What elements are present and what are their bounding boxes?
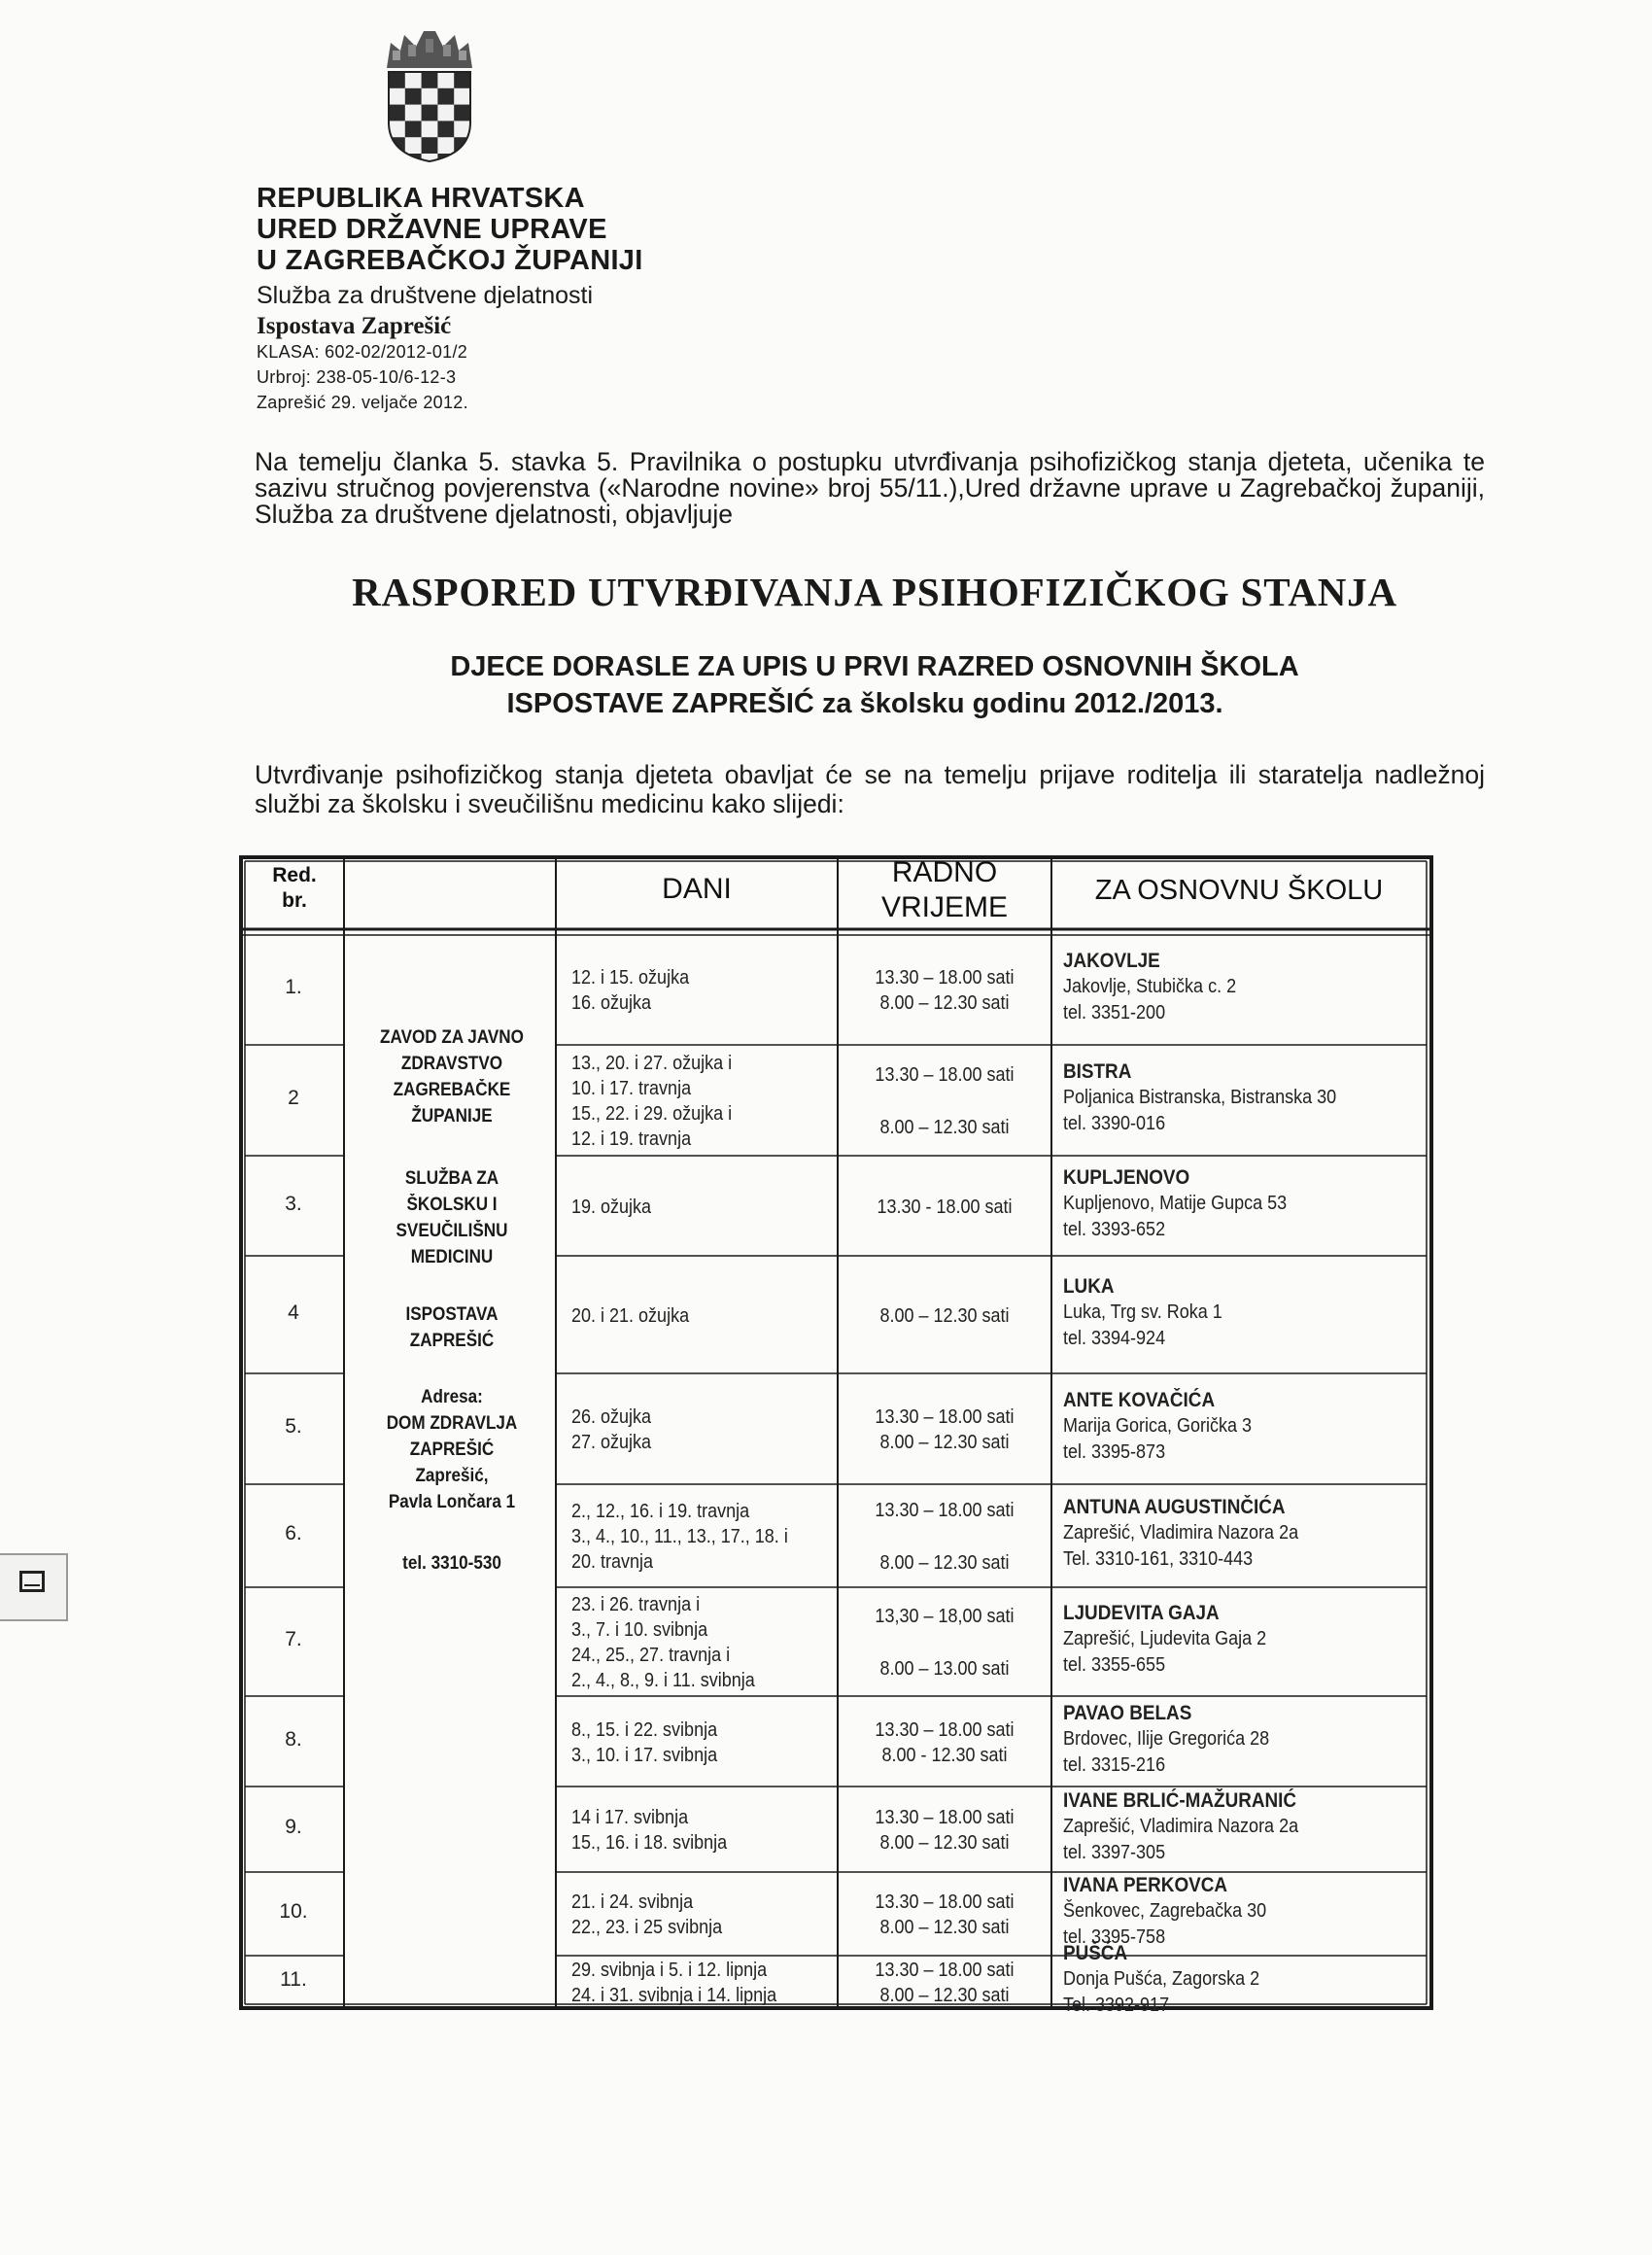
intro-paragraph: Na temelju članka 5. stavka 5. Pravilnika o postupku utvrđivanja psihofizičkog stanja djeteta, učenika te sazivu stručnog povjerenstva («Narodne novine» broj 55/11.),Ured državne uprave u Zagrebačkoj županiji, Služba za društvene djelatnosti, objavljuje <box>255 447 1485 529</box>
school-name: LJUDEVITA GAJA <box>1063 1602 1220 1624</box>
days-line: 20. travnja <box>571 1551 654 1573</box>
hours-line: 13.30 – 18.00 sati <box>875 1064 1015 1086</box>
school-name: JAKOVLJE <box>1063 949 1160 972</box>
row-number: 5. <box>285 1415 302 1438</box>
hours-line: 13.30 – 18.00 sati <box>875 1406 1015 1428</box>
days-line: 10. i 17. travnja <box>571 1078 692 1099</box>
days-line: 29. svibnja i 5. i 12. lipnja <box>571 1959 768 1981</box>
school-name: LUKA <box>1063 1274 1115 1298</box>
days-line: 2., 12., 16. i 19. travnja <box>571 1501 750 1522</box>
hours-line: 8.00 – 12.30 sati <box>879 1984 1010 2006</box>
organization-line: ZAPREŠIĆ <box>409 1331 495 1351</box>
school-phone: tel. 3315-216 <box>1063 1753 1166 1776</box>
school-name: KUPLJENOVO <box>1063 1165 1190 1189</box>
organization-line: Zaprešić, <box>415 1466 489 1486</box>
school-phone: tel. 3393-652 <box>1063 1218 1166 1240</box>
school-phone: tel. 3351-200 <box>1063 1001 1166 1023</box>
crest-square <box>405 121 422 137</box>
header-service: Služba za društvene djelatnosti <box>257 282 594 309</box>
organization-line: ŠKOLSKU I <box>406 1195 498 1215</box>
organization-line: SLUŽBA ZA <box>404 1168 499 1189</box>
row-number: 8. <box>285 1727 302 1751</box>
organization-line: ZAVOD ZA JAVNO <box>380 1027 524 1048</box>
days-line: 24., 25., 27. travnja i <box>571 1645 731 1666</box>
header-red-br <box>245 863 344 914</box>
hours-line: 8.00 – 12.30 sati <box>879 991 1010 1014</box>
hours-line: 8.00 – 12.30 sati <box>879 1917 1010 1938</box>
school-address: Zaprešić, Vladimira Nazora 2a <box>1063 1522 1299 1544</box>
hours-line: 8.00 – 12.30 sati <box>879 1304 1010 1327</box>
hours-line: 13.30 – 18.00 sati <box>875 1807 1015 1828</box>
days-line: 23. i 26. travnja i <box>571 1594 701 1615</box>
days-line: 3., 10. i 17. svibnja <box>571 1744 718 1766</box>
header-office: URED DRŽAVNE UPRAVE <box>257 214 607 245</box>
header-br-label: br. <box>282 889 307 912</box>
hours-line: 13.30 – 18.00 sati <box>875 1891 1015 1913</box>
school-name: BISTRA <box>1063 1060 1132 1083</box>
days-line: 3., 7. i 10. svibnja <box>571 1619 708 1641</box>
window-icon <box>19 1571 45 1592</box>
crest-square <box>437 121 454 137</box>
header-county: U ZAGREBAČKOJ ŽUPANIJI <box>257 245 643 276</box>
school-name: IVANE BRLIĆ-MAŽURANIĆ <box>1063 1789 1297 1812</box>
crest-square <box>437 88 454 105</box>
hours-line: 8.00 - 12.30 sati <box>881 1744 1008 1766</box>
school-address: Zaprešić, Ljudevita Gaja 2 <box>1063 1628 1267 1649</box>
header-republic: REPUBLIKA HRVATSKA <box>257 183 585 214</box>
organization-line: ZAGREBAČKE <box>393 1080 511 1100</box>
organization-line: Pavla Lončara 1 <box>388 1492 516 1512</box>
days-line: 12. i 19. travnja <box>571 1128 692 1150</box>
row-number: 2 <box>288 1087 299 1109</box>
document-title: RASPORED UTVRĐIVANJA PSIHOFIZIČKOG STANJA <box>352 570 1397 614</box>
days-line: 3., 4., 10., 11., 13., 17., 18. i <box>571 1526 788 1547</box>
row-number: 3. <box>285 1192 302 1215</box>
organization-line: tel. 3310-530 <box>402 1553 501 1574</box>
hours-line: 8.00 – 12.30 sati <box>879 1552 1010 1574</box>
school-name: ANTUNA AUGUSTINČIĆA <box>1063 1496 1286 1518</box>
organization-line: MEDICINU <box>410 1247 494 1267</box>
header-za-osnovnu-skolu: ZA OSNOVNU ŠKOLU <box>1094 875 1384 906</box>
school-phone: tel. 3390-016 <box>1063 1113 1166 1134</box>
crest-square <box>389 105 405 121</box>
hours-line: 13.30 – 18.00 sati <box>875 1959 1015 1981</box>
header-red-label: Red. <box>272 864 317 886</box>
organization-line: SVEUČILIŠNU <box>396 1221 508 1241</box>
days-line: 15., 16. i 18. svibnja <box>571 1832 728 1854</box>
school-address: Luka, Trg sv. Roka 1 <box>1063 1301 1222 1323</box>
hours-line: 8.00 – 13.00 sati <box>879 1658 1010 1680</box>
days-line: 20. i 21. ožujka <box>571 1304 690 1327</box>
school-phone: Tel. 3392-917 <box>1063 1994 1170 2016</box>
crest-square <box>454 105 470 121</box>
row-number: 10. <box>279 1900 308 1923</box>
school-address: Zaprešić, Vladimira Nazora 2a <box>1063 1816 1299 1837</box>
days-line: 16. ožujka <box>571 991 652 1014</box>
header-vrijeme-label: VRIJEME <box>880 891 1009 923</box>
organization-line: ZDRAVSTVO <box>400 1054 503 1074</box>
school-address: Šenkovec, Zagrebačka 30 <box>1063 1900 1267 1922</box>
subtitle-line2: ISPOSTAVE ZAPREŠIĆ za školsku godinu 2012./2013. <box>506 688 1223 719</box>
days-line: 27. ožujka <box>571 1432 652 1453</box>
school-address: Poljanica Bistranska, Bistranska 30 <box>1063 1087 1337 1108</box>
row-number: 4 <box>288 1301 299 1324</box>
croatian-coat-of-arms <box>381 29 478 163</box>
document-date: Zaprešić 29. veljače 2012. <box>257 393 468 412</box>
crest-square <box>422 105 438 121</box>
crest-square <box>422 72 438 88</box>
days-line: 24. i 31. svibnja i 14. lipnja <box>571 1984 777 2006</box>
school-phone: tel. 3355-655 <box>1063 1654 1166 1676</box>
crest-square <box>405 88 422 105</box>
procedure-paragraph: Utvrđivanje psihofizičkog stanja djeteta obavljat će se na temelju prijave roditelja ili staratelja nadležnoj službi za školsku i sveučilišnu medicinu kako slijedi: <box>255 760 1485 818</box>
school-name: PUŠĆA <box>1063 1941 1128 1964</box>
hours-line: 8.00 – 12.30 sati <box>879 1832 1010 1854</box>
organization-line: Adresa: <box>421 1387 483 1407</box>
days-line: 8., 15. i 22. svibnja <box>571 1718 718 1741</box>
organization-line: ISPOSTAVA <box>405 1304 499 1325</box>
days-line: 15., 22. i 29. ožujka i <box>571 1103 733 1125</box>
school-phone: Tel. 3310-161, 3310-443 <box>1063 1548 1254 1570</box>
hours-line: 13,30 – 18,00 sati <box>875 1606 1015 1627</box>
days-line: 12. i 15. ožujka <box>571 966 690 989</box>
subtitle-line1: DJECE DORASLE ZA UPIS U PRVI RAZRED OSNOVNIH ŠKOLA <box>450 651 1299 682</box>
row-number: 1. <box>285 975 302 998</box>
school-name: IVANA PERKOVCA <box>1063 1874 1228 1896</box>
school-phone: tel. 3397-305 <box>1063 1842 1166 1863</box>
school-address: Jakovlje, Stubička c. 2 <box>1063 975 1237 997</box>
row-number: 7. <box>285 1628 302 1650</box>
days-line: 21. i 24. svibnja <box>571 1891 694 1913</box>
header-radno-vrijeme <box>838 855 1051 925</box>
hours-line: 8.00 – 12.30 sati <box>879 1432 1010 1453</box>
row-number: 6. <box>285 1522 302 1544</box>
header-dani: DANI <box>662 873 732 905</box>
row-number: 11. <box>280 1967 307 1991</box>
school-name: ANTE KOVAČIĆA <box>1063 1389 1216 1411</box>
organization-line: ZAPREŠIĆ <box>409 1440 495 1460</box>
days-line: 14 i 17. svibnja <box>571 1807 689 1828</box>
school-phone: tel. 3395-758 <box>1063 1926 1166 1948</box>
header-radno-label: RADNO <box>891 856 998 888</box>
header-branch: Ispostava Zaprešić <box>257 313 452 339</box>
days-line: 13., 20. i 27. ožujka i <box>571 1053 733 1074</box>
hours-line: 13.30 – 18.00 sati <box>875 966 1015 989</box>
days-line: 22., 23. i 25 svibnja <box>571 1917 723 1938</box>
klasa: KLASA: 602-02/2012-01/2 <box>257 342 468 362</box>
school-address: Donja Pušća, Zagorska 2 <box>1063 1967 1260 1990</box>
organization-line: ŽUPANIJE <box>411 1106 493 1127</box>
days-line: 2., 4., 8., 9. i 11. svibnja <box>571 1670 755 1691</box>
school-address: Kupljenovo, Matije Gupca 53 <box>1063 1192 1288 1214</box>
urbroj: Urbroj: 238-05-10/6-12-3 <box>257 367 457 387</box>
hours-line: 13.30 – 18.00 sati <box>875 1500 1015 1521</box>
hours-line: 13.30 – 18.00 sati <box>875 1718 1015 1741</box>
hours-line: 13.30 - 18.00 sati <box>877 1196 1013 1218</box>
school-address: Brdovec, Ilije Gregorića 28 <box>1063 1727 1270 1750</box>
crest-square <box>389 72 405 88</box>
school-phone: tel. 3394-924 <box>1063 1327 1166 1349</box>
organization-line: DOM ZDRAVLJA <box>386 1413 518 1434</box>
school-address: Marija Gorica, Gorička 3 <box>1063 1415 1253 1437</box>
crest-square <box>454 72 470 88</box>
crest-square <box>422 137 438 154</box>
days-line: 26. ožujka <box>571 1406 652 1428</box>
hours-line: 8.00 – 12.30 sati <box>879 1117 1010 1138</box>
row-number: 9. <box>285 1816 302 1838</box>
days-line: 19. ožujka <box>571 1196 652 1218</box>
school-phone: tel. 3395-873 <box>1063 1441 1166 1463</box>
school-name: PAVAO BELAS <box>1063 1701 1192 1724</box>
